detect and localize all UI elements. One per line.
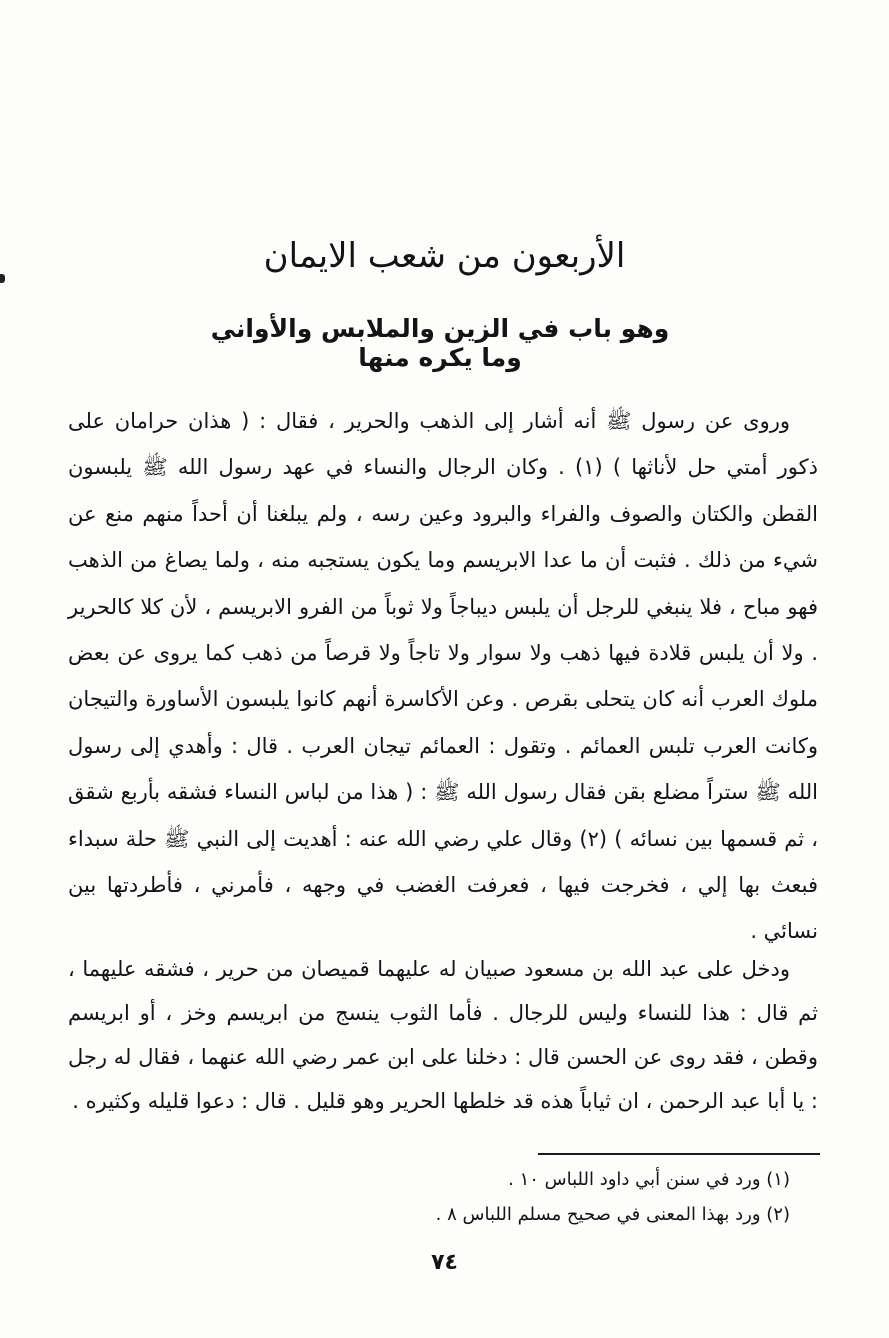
- paragraph-1-text: وروى عن رسول ﷺ أنه أشار إلى الذهب والحرير ، فقال : ( هذان حرامان على ذكور أمتي حل لأناثها ) (١) . وكان الرجال والنساء في عهد رسول الله ﷺ يلبسون القطن والكتان والصوف والفراء والبرود وعين رسه ، ولم يبلغنا أن أحداً منهم منع عن شيء من ذلك . فثبت أن ما عدا الابريسم وما يكون يستجبه منه ، ولما يصاغ من الذهب فهو مباح ، فلا ينبغي للرجل أن يلبس ديباجاً ولا ثوباً من الفرو الابريسم ، لأن كلا كالحرير . ولا أن يلبس قلادة فيها ذهب ولا سوار ولا تاجاً ولا قرصاً من ذهب كما يروى عن بعض ملوك العرب أنه كان يتحلى بقرص . وعن الأكاسرة أنهم كانوا يلبسون الأساورة والتيجان وكانت العرب تلبس العمائم . وتقول : العمائم تيجان العرب . قال : وأهدي إلى رسول الله ﷺ ستراً مضلع بقن فقال رسول الله ﷺ : ( هذا من لباس النساء فشقه بأربع شقق ، ثم قسمها بين نسائه ) (٢) وقال علي رضي الله عنه : أهديت إلى النبي ﷺ حلة سبداء فبعث بها إلي ، فخرجت فيها ، فعرفت الغضب في وجهه ، فأمرني ، فأطردتها بين نسائي .: [68, 409, 818, 944]
- page-number: ٧٤: [431, 1250, 458, 1275]
- footnote-1: (١) ورد في سنن أبي داود اللباس ١٠ .: [508, 1169, 790, 1190]
- footnote-separator: [538, 1153, 820, 1155]
- chapter-subtitle: وهو باب في الزين والملابس والأواني وما يكره منها: [210, 314, 670, 372]
- chapter-title: الأربعون من شعب الايمان: [263, 236, 626, 276]
- body-paragraph-2: [68, 947, 818, 1123]
- footnote-2: (٢) ورد بهذا المعنى في صحيح مسلم اللباس ٨ .: [435, 1204, 790, 1225]
- footnotes: [320, 1162, 790, 1232]
- body-paragraph-1: [68, 398, 818, 955]
- paragraph-2-text: ودخل على عبد الله بن مسعود صبيان له عليهما قميصان من حرير ، فشقه عليهما ، ثم قال : هذا للنساء وليس للرجال . فأما الثوب ينسج من ابريسم وخز ، أو ابريسم وقطن ، فقد روى عن الحسن قال : دخلنا على ابن عمر رضي الله عنهما ، فقال له رجل : يا أبا عبد الرحمن ، ان ثياباً هذه قد خلطها الحرير وهو قليل . قال : دعوا قليله وكثيره .: [68, 957, 818, 1113]
